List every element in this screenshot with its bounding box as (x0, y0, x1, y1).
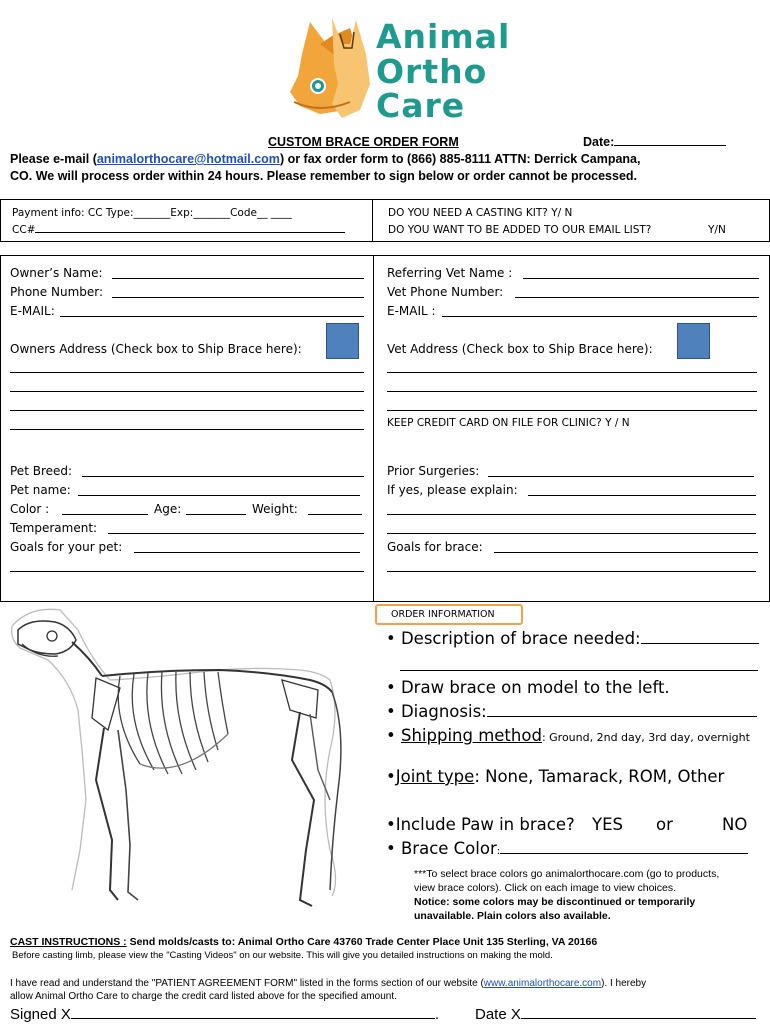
email-list-yn[interactable]: Y/N (708, 224, 726, 236)
color-note-line-2: view brace colors). Click on each image to view choices. (414, 882, 677, 894)
vet-name-field[interactable] (523, 278, 759, 279)
vet-phone-label: Vet Phone Number: (387, 285, 504, 299)
pet-weight-label: Weight: (252, 502, 298, 516)
goals-brace-label: Goals for brace: (387, 540, 483, 554)
brace-description-field[interactable] (400, 670, 758, 671)
agreement-text-a: I have read and understand the "PATIENT AGREEMENT FORM" listed in the forms section of our website ( (10, 978, 484, 989)
pet-weight-field[interactable] (308, 514, 362, 515)
explain-field-3[interactable] (387, 533, 756, 534)
cast-instructions (10, 936, 597, 948)
include-paw-no[interactable]: NO (722, 815, 748, 834)
ship-to-owner-checkbox[interactable] (326, 323, 359, 359)
cast-instructions-text: Send molds/casts to: Animal Ortho Care 43760 Trade Center Place Unit 135 Sterling, VA 20166 (126, 936, 598, 948)
pet-name-label: Pet name: (10, 483, 71, 497)
owner-phone-field[interactable] (112, 297, 364, 298)
pet-temperament-label: Temperament: (10, 521, 98, 535)
dog-skeleton-drawing-icon[interactable] (0, 600, 372, 930)
header-line-1 (10, 152, 640, 166)
color-note-line-1: ***To select brace colors go animalorthocare.com (go to products, (414, 868, 720, 880)
draw-brace-instruction: • Draw brace on model to the left. (386, 678, 670, 697)
brace-color-line[interactable]: • Brace Color: (386, 839, 748, 862)
date-label: Date: (583, 135, 615, 149)
vet-address-line-3[interactable] (387, 410, 757, 411)
diagnosis-label[interactable] (386, 702, 757, 722)
owner-address-line-2[interactable] (10, 391, 364, 392)
shipping-method-label: Shipping method (400, 726, 542, 745)
agreement-text-b: ). I hereby (601, 978, 647, 989)
agreement-line-2: allow Animal Ortho Care to charge the credit card listed above for the specified amount. (10, 991, 397, 1002)
contact-email-link[interactable]: animalorthocare@hotmail.com (96, 152, 280, 166)
joint-type-line[interactable]: •Joint type: None, Tamarack, ROM, Other (386, 767, 725, 786)
vet-address-line-2[interactable] (387, 391, 757, 392)
pet-age-label: Age: (154, 502, 182, 516)
ship-to-vet-checkbox[interactable] (677, 323, 710, 359)
shipping-options: : Ground, 2nd day, 3rd day, overnight (541, 731, 750, 744)
header-line1-prefix: Please e-mail ( (10, 152, 97, 166)
logo-word-care: Care (376, 86, 466, 125)
pet-color-field[interactable] (62, 514, 148, 515)
signature-date-line[interactable] (475, 1006, 756, 1023)
explain-label: If yes, please explain: (387, 483, 518, 497)
joint-type-options: : None, Tamarack, ROM, Other (474, 767, 725, 786)
brace-description-label[interactable] (386, 629, 759, 649)
color-note-line-3: Notice: some colors may be discontinued or temporarily (414, 896, 696, 908)
pet-color-label: Color : (10, 502, 50, 516)
goals-brace-field-2[interactable] (387, 571, 756, 572)
agreement-line-1 (10, 978, 646, 989)
logo-word-animal: Animal (376, 17, 511, 56)
keep-card-question[interactable]: KEEP CREDIT CARD ON FILE FOR CLINIC? Y / N (387, 417, 630, 429)
brace-color-note (414, 867, 764, 923)
vet-phone-field[interactable] (515, 297, 759, 298)
owner-name-label: Owner’s Name: (10, 266, 103, 280)
owner-name-field[interactable] (112, 278, 364, 279)
casting-video-note: Before casting limb, please view the "Casting Videos" on our website. This will give you detailed instructions on making the mold. (12, 950, 553, 961)
cc-line[interactable]: Payment info: CC Type:_______Exp:_______Code__ ____ (12, 207, 292, 219)
explain-field[interactable] (528, 495, 756, 496)
column-divider (373, 255, 374, 602)
cast-instructions-label: CAST INSTRUCTIONS : (10, 936, 127, 948)
owner-address-line-3[interactable] (10, 410, 364, 411)
owner-address-line-4[interactable] (10, 429, 364, 430)
form-title: CUSTOM BRACE ORDER FORM (268, 135, 459, 149)
pet-age-field[interactable] (186, 514, 246, 515)
website-link[interactable]: www.animalorthocare.com (483, 978, 602, 989)
include-paw-yes[interactable]: YES (592, 815, 623, 834)
email-list-question[interactable]: DO YOU WANT TO BE ADDED TO OUR EMAIL LIST? (388, 224, 652, 236)
pet-breed-field[interactable] (82, 476, 364, 477)
vet-address-label: Vet Address (Check box to Ship Brace here): (387, 342, 653, 356)
signed-label: Signed X (10, 1006, 71, 1023)
pet-goals-field[interactable] (134, 552, 360, 553)
shipping-method-line[interactable]: • Shipping method: Ground, 2nd day, 3rd day, overnight (386, 726, 750, 745)
pet-goals-label: Goals for your pet: (10, 540, 123, 554)
pet-temperament-field[interactable] (108, 533, 364, 534)
logo-word-ortho: Ortho (376, 52, 488, 91)
prior-surgeries-label: Prior Surgeries: (387, 464, 480, 478)
include-paw-or: or (656, 815, 673, 834)
header-line-2: CO. We will process order within 24 hours. Please remember to sign below or order cannot be processed. (10, 169, 638, 183)
vet-address-line-1[interactable] (387, 372, 757, 373)
cc-number-field[interactable] (12, 223, 345, 237)
explain-field-2[interactable] (387, 514, 756, 515)
casting-kit-question[interactable]: DO YOU NEED A CASTING KIT? Y/ N (388, 207, 573, 219)
vet-email-field[interactable] (442, 316, 757, 317)
cc-number-label: CC# (12, 224, 36, 236)
pet-name-field[interactable] (78, 495, 360, 496)
owner-email-field[interactable] (60, 316, 364, 317)
owner-email-label: E-MAIL: (10, 304, 55, 318)
goals-brace-field[interactable] (494, 552, 758, 553)
prior-surgeries-field[interactable] (488, 476, 754, 477)
pet-goals-field-2[interactable] (10, 571, 364, 572)
owner-phone-label: Phone Number: (10, 285, 104, 299)
vet-name-label: Referring Vet Name : (387, 266, 513, 280)
include-paw-question: •Include Paw in brace? (386, 815, 575, 834)
vet-email-label: E-MAIL : (387, 304, 436, 318)
diagnosis-text: • Diagnosis: (386, 702, 487, 721)
signature-date-label: Date X (475, 1006, 521, 1023)
color-note-line-4: unavailable. Plain colors also available. (414, 910, 611, 922)
joint-type-label: Joint type (395, 767, 475, 786)
date-field-label[interactable] (583, 135, 726, 149)
order-information-tag: ORDER INFORMATION (375, 604, 523, 625)
header-line1-suffix: ) or fax order form to (866) 885-8111 ATTN: Derrick Campana, (279, 152, 641, 166)
owner-address-line-1[interactable] (10, 372, 364, 373)
signature-line[interactable]: Signed X . (10, 1006, 440, 1023)
brace-description-text: • Description of brace needed: (386, 629, 641, 648)
pet-breed-label: Pet Breed: (10, 464, 73, 478)
owner-address-label: Owners Address (Check box to Ship Brace here): (10, 342, 302, 356)
brace-color-label: • Brace Color (386, 839, 497, 858)
